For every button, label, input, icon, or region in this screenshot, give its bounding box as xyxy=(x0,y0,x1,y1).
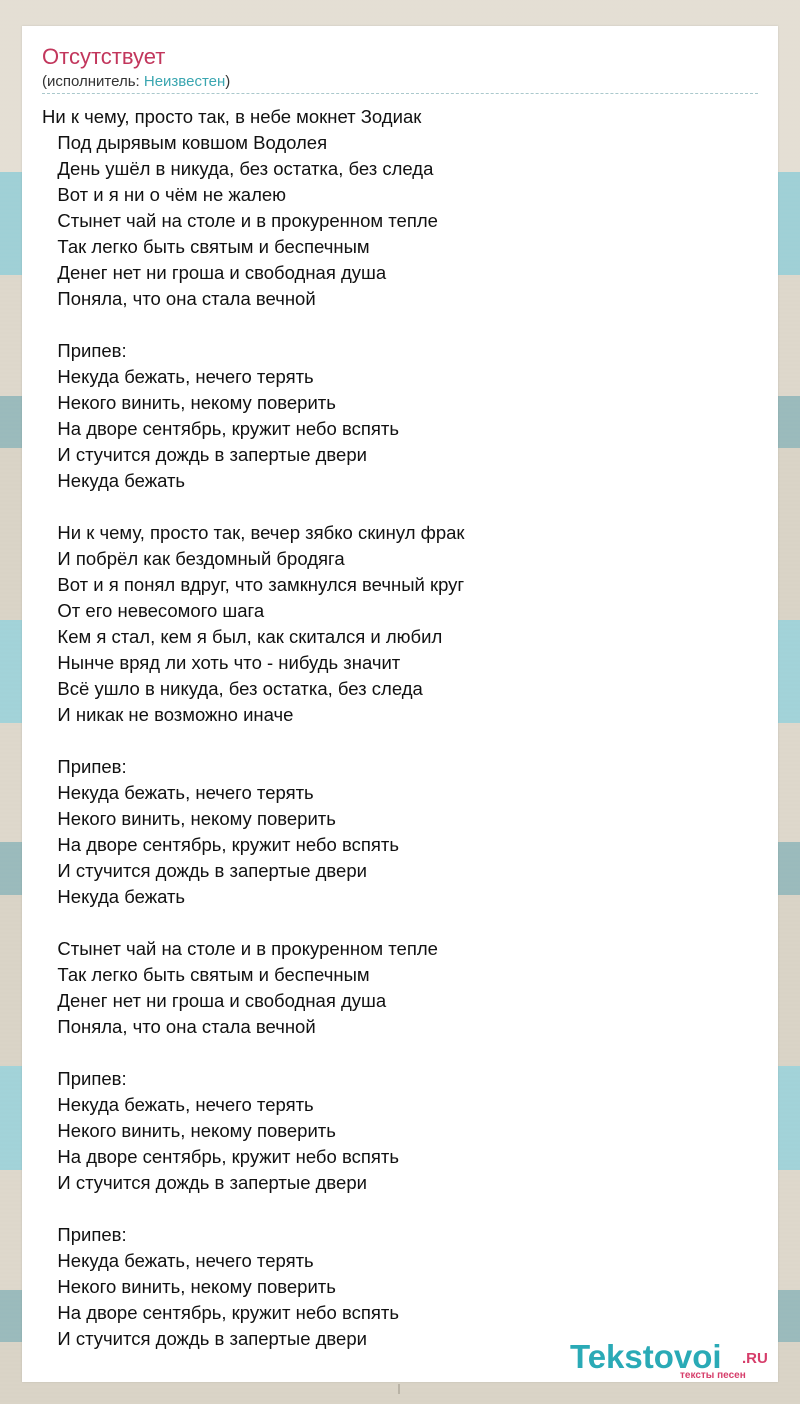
logo-wordmark: Tekstovoi xyxy=(570,1338,722,1375)
performer-prefix: (исполнитель: xyxy=(42,73,144,90)
logo-tagline: тексты песен xyxy=(680,1370,746,1381)
performer-line xyxy=(42,73,230,91)
performer-suffix: ) xyxy=(225,73,231,90)
site-logo[interactable] xyxy=(570,1338,770,1382)
lyrics-card xyxy=(22,26,778,1382)
performer-link[interactable]: Неизвестен xyxy=(143,73,226,90)
dashed-divider xyxy=(42,93,758,94)
lyrics-text: Ни к чему, просто так, в небе мокнет Зодиак Под дырявым ковшом Водолея День ушёл в никуда, без остатка, без следа Вот и я ни о чём не жалею Стынет чай на столе и в прокуренном тепле Так легко быть святым и беспечным Денег нет ни гроша и свободная душа Поняла, что она стала вечной Припев: Некуда бежать, нечего терять Некого винить, некому поверить На дворе сентябрь, кружит небо вспять И стучится дождь в запертые двери Некуда бежать Ни к чему, просто так, вечер зябко скинул фрак И побрёл как бездомный бродяга Вот и я понял вдруг, что замкнулся вечный круг От его невесомого шага Кем я стал, кем я был, как скитался и любил Нынче вряд ли хоть что - нибудь значит Всё ушло в никуда, без остатка, без следа И никак не возможно иначе Припев: Некуда бежать, нечего терять Некого винить, некому поверить На дворе сентябрь, кружит небо вспять И стучится дождь в запертые двери Некуда бежать Стынет чай на столе и в прокуренном тепле Так легко быть святым и беспечным Денег нет ни гроша и свободная душа Поняла, что она стала вечной Припев: Некуда бежать, нечего терять Некого винить, некому поверить На дворе сентябрь, кружит небо вспять И стучится дождь в запертые двери Припев: Некуда бежать, нечего терять Некого винить, некому поверить На дворе сентябрь, кружит небо вспять И стучится дождь в запертые двери xyxy=(42,106,465,1349)
bottom-tick-mark xyxy=(398,1384,400,1394)
song-title: Отсутствует xyxy=(42,44,166,69)
logo-tld: .RU xyxy=(742,1350,768,1367)
